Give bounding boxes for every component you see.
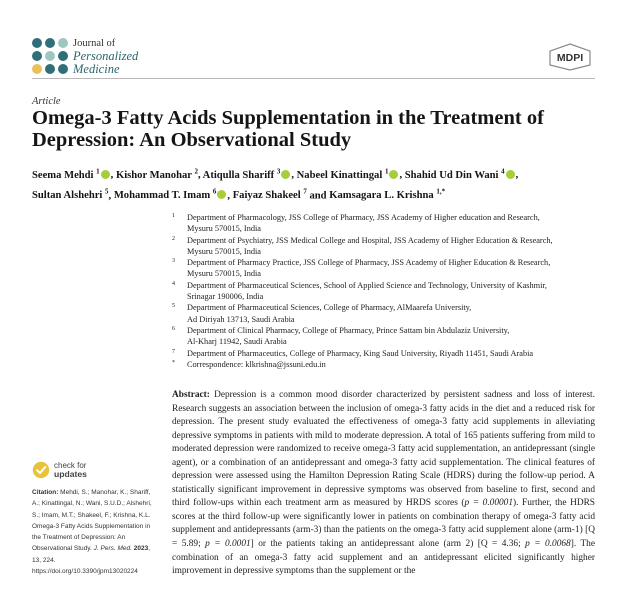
author-name: Seema Mehdi — [32, 169, 94, 181]
affiliation-number: * — [172, 359, 175, 366]
author[interactable] — [32, 167, 111, 181]
author-name: Sultan Alshehri — [32, 190, 103, 202]
affiliation-line: Srinagar 190006, India — [187, 292, 264, 302]
author-affiliation-number: 1,* — [436, 187, 446, 196]
author-affiliation-number: 1 — [384, 167, 389, 175]
journal-name-line3: Medicine — [73, 62, 120, 76]
orcid-icon[interactable] — [281, 170, 290, 179]
journal-name-line2: Personalized — [73, 49, 139, 63]
author-list: Seema Mehdi $^1$ , Kishor Manohar $^2$, Atiqulla Shariff $^3$ , Nabeel Kinattingal $^1$ , Shahid Ud Din Wani $^4$ , Sultan Alshehri $^5$, Mohammad T. Imam $^6$ , Faiyaz Shakeel $^7$ and Kamsagara L. Krishna $^{1,*}$ — [32, 167, 519, 202]
abstract-p-value-2: p = 0.0001 — [205, 539, 251, 550]
affiliation-item — [172, 359, 612, 370]
orcid-icon[interactable] — [217, 190, 226, 199]
citation-year: 2023 — [133, 545, 149, 553]
mdpi-logo-icon — [548, 43, 592, 71]
journal-logo-icon — [32, 38, 68, 74]
affiliation-number: 3 — [172, 258, 175, 265]
author-name: Kamsagara L. Krishna — [329, 190, 434, 202]
affiliation-line: Department of Pharmacology, JSS College of Pharmacy, JSS Academy of Higher education and Research, — [187, 213, 540, 222]
check-updates-line1: check for — [54, 461, 87, 470]
affiliation-number: 6 — [172, 325, 175, 332]
author[interactable] — [202, 167, 292, 181]
author[interactable] — [296, 167, 400, 181]
author-affiliation-number: 6 — [212, 187, 217, 196]
journal-name-line1: Journal of — [73, 38, 116, 49]
check-for-updates-text — [54, 461, 87, 479]
affiliation-line: Correspondence: klkrishna@jssuni.edu.in — [187, 359, 326, 369]
author[interactable] — [32, 187, 109, 202]
affiliation-line: Department of Psychiatry, JSS Medical College and Hospital, JSS Academy of Higher Education & Research, — [187, 235, 553, 245]
author-affiliation-number: 3 — [276, 167, 281, 175]
author-name: Kishor Manohar — [115, 169, 192, 181]
affiliation-line: Mysuru 570015, India — [187, 269, 261, 279]
author[interactable] — [113, 187, 228, 202]
affiliation-number: 7 — [172, 348, 175, 355]
publisher-name: MDPI — [556, 52, 584, 64]
abstract-text-3: ] or the patients taking an antidepressant alone (arm 2) [Q = 4.36; — [250, 539, 526, 550]
affiliation-line: Department of Pharmaceutics, College of Pharmacy, King Saud University, Riyadh 11451, Saudi Arabia — [187, 348, 534, 358]
check-updates-line2: updates — [54, 469, 87, 479]
citation-text: Mehdi, S.; Manohar, K.; Shariff, A.; Kinattingal, N.; Wani, S.U.D.; Alshehri, S.; Imam, M.T.; Shakeel, F.; Krishna, K.L. Omega-3 Fatty Acids Supplementation in the Treatment of Depression: An Observational Study. — [32, 489, 152, 553]
affiliation-line: Al-Kharj 11942, Saudi Arabia — [187, 337, 287, 347]
author[interactable] — [115, 167, 198, 181]
author-name: Atiqulla Shariff — [202, 169, 275, 181]
affiliation-number: 1 — [172, 213, 175, 219]
citation-volume: , 13, 224. https://doi.org/ — [32, 545, 151, 576]
abstract-text-4: ]. The combination of an omega-3 fatty acid supplement and an antidepressant elicited significantly higher improvement in depressive symptoms than the supplement or the — [172, 539, 595, 577]
orcid-icon[interactable] — [389, 170, 398, 179]
author-name: Nabeel Kinattingal — [296, 169, 383, 181]
affiliation-list — [172, 212, 612, 370]
affiliation-line: Department of Pharmaceutical Sciences, College of Pharmacy, AlMaarefa University, — [187, 303, 472, 313]
author-name: Shahid Ud Din Wani — [404, 169, 499, 181]
affiliation-number: 5 — [172, 303, 175, 310]
author-affiliation-number: 5 — [105, 187, 109, 196]
affiliation-number: 4 — [172, 280, 175, 287]
article-type: Article — [32, 96, 61, 107]
affiliation-number: 2 — [172, 235, 175, 242]
article-title: Omega-3 Fatty Acids Supplementation in the Treatment of Depression: An Observational Study — [32, 107, 544, 151]
author-affiliation-number: 1 — [96, 167, 100, 175]
check-for-updates-icon — [32, 461, 50, 479]
abstract — [172, 389, 595, 579]
affiliation-item — [172, 302, 612, 325]
affiliation-line: Ad Diriyah 13713, Saudi Arabia — [187, 314, 295, 324]
citation-label: Citation: — [32, 489, 59, 496]
abstract-text-2: ). Further, the HDRS scores at the third follow-up were significantly lower in patients on combination therapy of omega-3 fatty acid supplement and antidepressants (arm-3) than the patients on the omega-3 fatty acid supplement alone (arm-1) [Q = 5.89; — [172, 498, 595, 550]
author-affiliation-number: 2 — [194, 167, 198, 175]
author-name: Mohammad T. Imam — [113, 190, 211, 202]
affiliation-item — [172, 325, 612, 348]
abstract-label: Abstract: — [172, 390, 210, 400]
affiliation-line: Mysuru 570015, India — [187, 246, 261, 256]
author-affiliation-number: 7 — [303, 187, 307, 196]
affiliation-item — [172, 235, 612, 258]
header-divider — [32, 78, 595, 79]
affiliation-line: Department of Pharmaceutical Sciences, School of Applied Science and Technology, University of Kashmir, — [187, 280, 547, 290]
abstract-p-value-3: p = 0.0068 — [525, 539, 571, 550]
affiliation-item — [172, 280, 612, 303]
affiliation-item — [172, 212, 612, 235]
orcid-icon[interactable] — [101, 170, 110, 179]
affiliation-item — [172, 348, 612, 359]
author[interactable] — [404, 167, 516, 181]
author-affiliation-number: 4 — [501, 167, 505, 175]
journal-name — [73, 38, 138, 76]
abstract-text-1: Depression is a common mood disorder characterized by persistent sadness and loss of interest. Research suggests an association between the inclusion of omega-3 fatty acids in the diet and a reduced risk for depression. The present study evaluated the effectiveness of omega-3 fatty acid supplements in alleviating depressive symptoms in patients with mild to moderate depression. A total of 165 patients suffering from mild to moderated depression were randomized to receive omega-3 fatty acid supplementation, an antidepressant (single agent), or a combination of an antidepressant and omega-3 fatty acid supplementation. The clinical features of depression were assessed using the Hamilton Depression Rating Scale (HDRS) during the follow-up period. A statistically significant improvement in depressive symptoms was observed from baseline to first, second and third follow-ups within each treatment arm as measured by HRDS scores ( — [172, 390, 595, 509]
check-for-updates-button[interactable] — [32, 461, 87, 479]
citation-doi-link[interactable]: 10.3390/jpm13020224 — [73, 568, 138, 576]
affiliation-item — [172, 257, 612, 280]
citation — [32, 487, 154, 577]
author[interactable] — [329, 187, 446, 202]
orcid-icon[interactable] — [506, 170, 515, 179]
affiliation-line: Department of Clinical Pharmacy, College of Pharmacy, Prince Sattam bin Abdulaziz University, — [187, 325, 510, 335]
author[interactable] — [232, 187, 307, 202]
affiliation-line: Department of Pharmacy Practice, JSS College of Pharmacy, JSS Academy of Higher Education & Research, — [187, 258, 551, 268]
author-name: Faiyaz Shakeel — [232, 190, 301, 202]
citation-journal: J. Pers. Med. — [93, 545, 132, 553]
abstract-p-value-1: p = 0.00001 — [464, 498, 514, 509]
affiliation-line: Mysuru 570015, India — [187, 224, 261, 234]
